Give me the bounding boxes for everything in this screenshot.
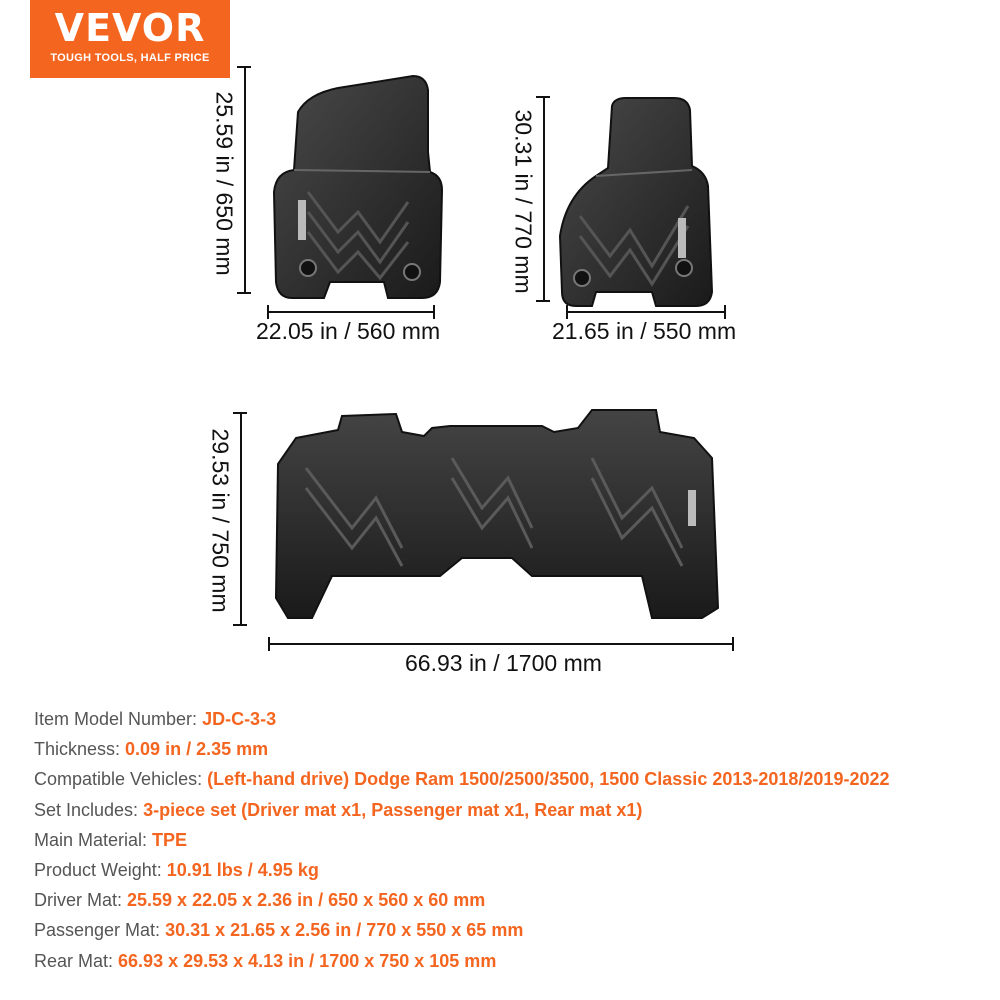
spec-row-set-includes	[34, 795, 984, 825]
spec-label: Passenger Mat:	[34, 920, 166, 941]
spec-label: Main Material:	[34, 829, 153, 850]
spec-value: 30.31 x 21.65 x 2.56 in / 770 x 550 x 65 mm	[165, 920, 524, 941]
spec-row-thickness	[34, 734, 984, 764]
rear-width-tick-left	[268, 637, 270, 651]
passenger-height-line	[543, 96, 545, 302]
rear-height-line	[240, 412, 242, 626]
spec-row-model	[34, 704, 984, 734]
passenger-width-label: 21.65 in / 550 mm	[552, 318, 737, 344]
logo-tagline: TOUGH TOOLS, HALF PRICE	[50, 52, 210, 64]
rear-height-tick-top	[233, 412, 247, 414]
spec-label: Rear Mat:	[34, 950, 119, 971]
driver-height-tick-bottom	[237, 292, 251, 294]
spec-value: 25.59 x 22.05 x 2.36 in / 650 x 560 x 60 mm	[127, 890, 486, 911]
rear-mat-image	[272, 408, 728, 628]
logo-brand: VEVOR	[54, 6, 206, 50]
rear-width-tick-right	[732, 637, 734, 651]
spec-label: Driver Mat:	[34, 890, 128, 911]
spec-value: 10.91 lbs / 4.95 kg	[166, 859, 319, 880]
spec-row-compatible	[34, 764, 984, 794]
driver-width-line	[267, 311, 435, 313]
spec-label: Compatible Vehicles:	[34, 769, 208, 790]
passenger-width-line	[566, 311, 726, 313]
spec-row-rear-mat	[34, 946, 984, 976]
spec-label: Product Weight:	[34, 859, 167, 880]
spec-label: Item Model Number:	[34, 709, 203, 729]
spec-value: TPE	[152, 829, 188, 850]
driver-mat-image	[268, 72, 448, 306]
driver-width-tick-left	[267, 305, 269, 319]
passenger-height-tick-bottom	[536, 300, 550, 302]
rear-width-label: 66.93 in / 1700 mm	[405, 650, 602, 676]
passenger-width-tick-right	[724, 305, 726, 319]
driver-height-tick-top	[237, 66, 251, 68]
spec-row-material	[34, 825, 984, 855]
driver-width-tick-right	[433, 305, 435, 319]
spec-value: 0.09 in / 2.35 mm	[125, 739, 269, 760]
spec-label: Thickness:	[34, 739, 126, 760]
driver-width-label: 22.05 in / 560 mm	[256, 318, 441, 344]
rear-height-tick-bottom	[233, 624, 247, 626]
driver-height-line	[244, 66, 246, 294]
passenger-height-tick-top	[536, 96, 550, 98]
driver-height-label: 25.59 in / 650 mm	[211, 91, 238, 276]
spec-row-driver-mat	[34, 885, 984, 915]
rear-height-label: 29.53 in / 750 mm	[207, 428, 234, 613]
spec-list	[34, 704, 984, 976]
spec-row-passenger-mat	[34, 915, 984, 945]
spec-value: 3-piece set (Driver mat x1, Passenger mat x1, Rear mat x1)	[143, 799, 643, 820]
passenger-mat-image	[556, 96, 724, 308]
spec-label: Set Includes:	[34, 799, 144, 820]
rear-width-line	[268, 643, 734, 645]
passenger-height-label: 30.31 in / 770 mm	[510, 109, 537, 294]
spec-value: (Left-hand drive) Dodge Ram 1500/2500/3500, 1500 Classic 2013-2018/2019-2022	[207, 769, 890, 790]
passenger-width-tick-left	[566, 305, 568, 319]
vevor-logo	[30, 0, 230, 78]
spec-row-weight	[34, 855, 984, 885]
spec-value: 66.93 x 29.53 x 4.13 in / 1700 x 750 x 105 mm	[118, 950, 497, 971]
spec-value: JD-C-3-3	[202, 709, 277, 729]
